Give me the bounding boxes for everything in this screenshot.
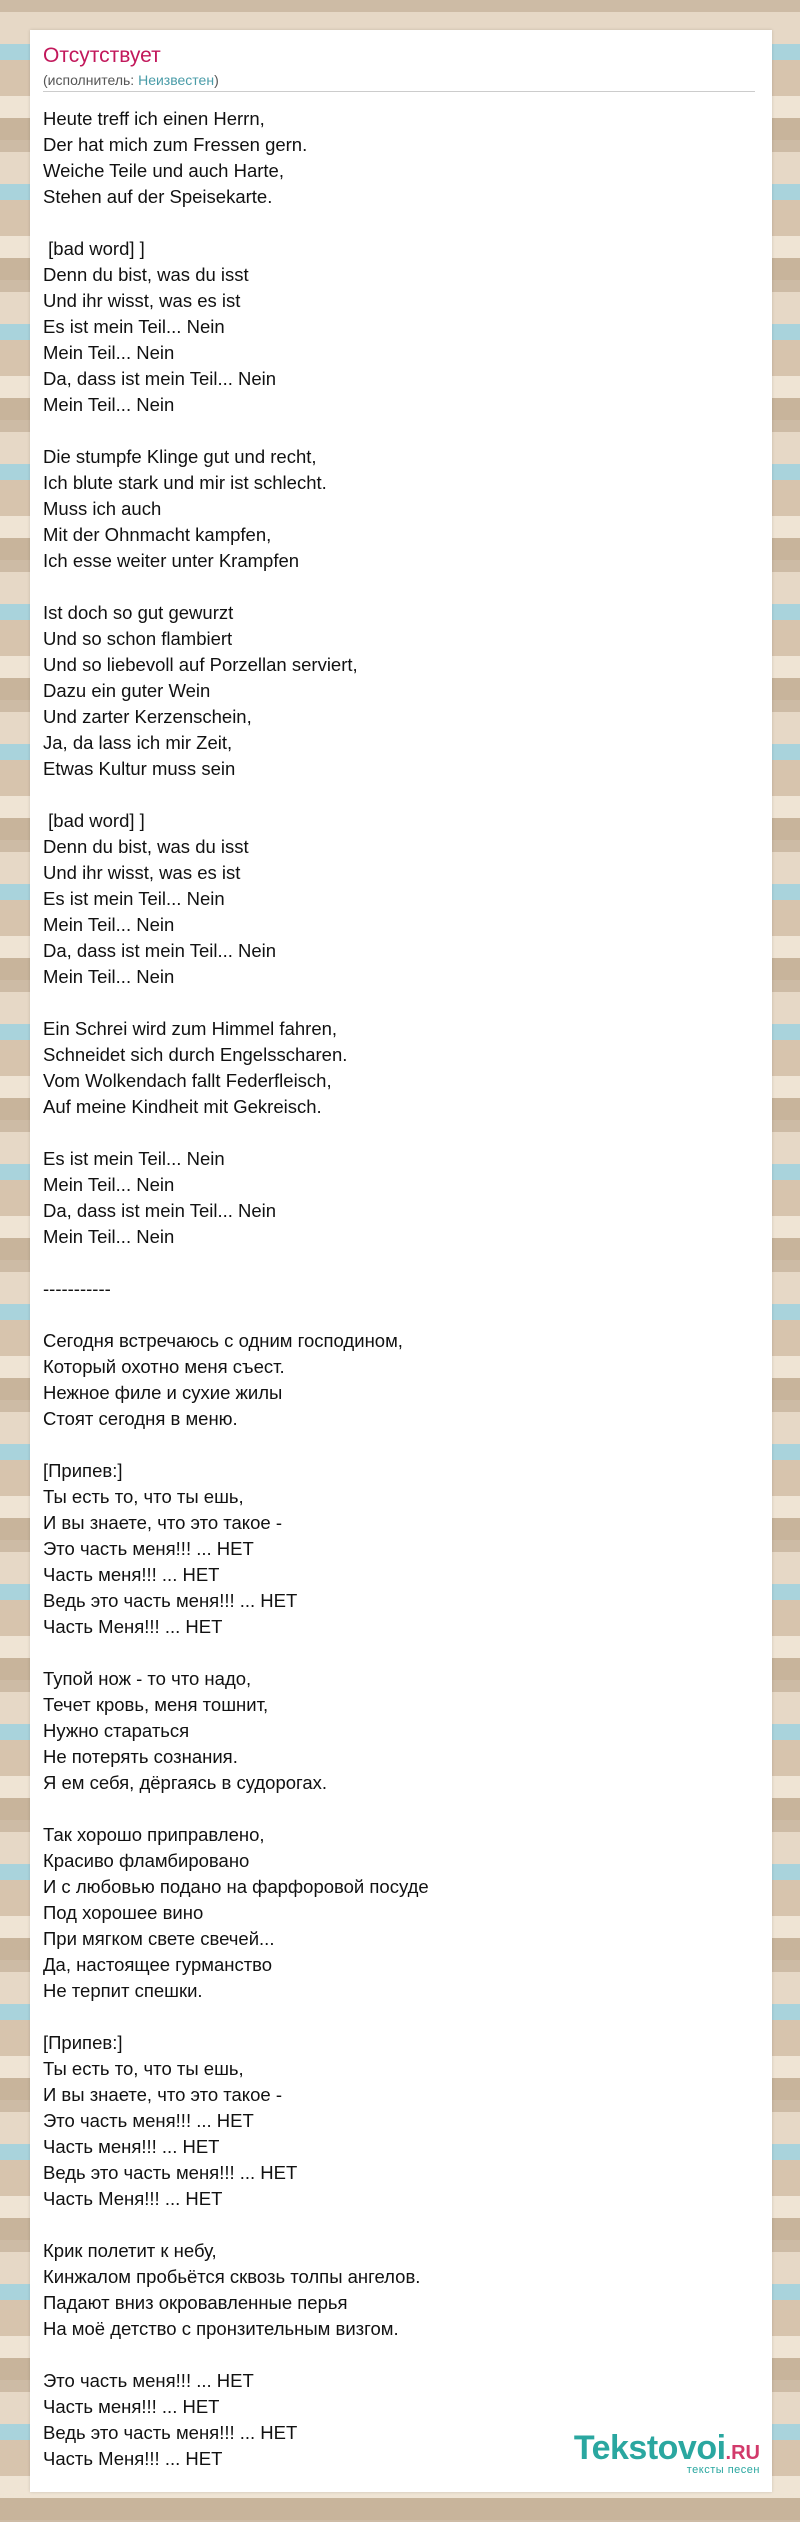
artist-suffix: ) <box>214 72 219 88</box>
logo-main-text: Tekstovoi <box>573 2429 726 2467</box>
site-logo[interactable] <box>574 2429 760 2476</box>
lyrics-text: Heute treff ich einen Herrn, Der hat mich zum Fressen gern. Weiche Teile und auch Harte, Stehen auf der Speisekarte. [bad word] ] Denn du bist, was du isst Und ihr wisst, was es ist Es ist mein Teil... Nein Mein Teil... Nein Da, dass ist mein Teil... Nein Mein Teil... Nein Die stumpfe Klinge gut und recht, Ich blute stark und mir ist schlecht. Muss ich auch Mit der Ohnmacht kampfen, Ich esse weiter unter Krampfen Ist doch so gut gewurzt Und so schon flambiert Und so liebevoll auf Porzellan serviert, Dazu ein guter Wein Und zarter Kerzenschein, Ja, da lass ich mir Zeit, Etwas Kultur muss sein [bad word] ] Denn du bist, was du isst Und ihr wisst, was es ist Es ist mein Teil... Nein Mein Teil... Nein Da, dass ist mein Teil... Nein Mein Teil... Nein Ein Schrei wird zum Himmel fahren, Schneidet sich durch Engelsscharen. Vom Wolkendach fallt Federfleisch, Auf meine Kindheit mit Gekreisch. Es ist mein Teil... Nein Mein Teil... Nein Da, dass ist mein Teil... Nein Mein Teil... Nein ----------- Сегодня встречаюсь с одним господином, Который охотно меня съест. Нежное филе и сухие жилы Стоят сегодня в меню. [Припев:] Ты есть то, что ты ешь, И вы знаете, что это такое - Это часть меня!!! ... НЕТ Часть меня!!! ... НЕТ Ведь это часть меня!!! ... НЕТ Часть Меня!!! ... НЕТ Тупой нож - то что надо, Течет кровь, меня тошнит, Нужно стараться Не потерять сознания. Я ем себя, дёргаясь в судорогах. Так хорошо приправлено, Красиво фламбировано И с любовью подано на фарфоровой посуде Под хорошее вино При мягком свете свечей... Да, настоящее гурманство Не терпит спешки. [Припев:] Ты есть то, что ты ешь, И вы знаете, что это такое - Это часть меня!!! ... НЕТ Часть меня!!! ... НЕТ Ведь это часть меня!!! ... НЕТ Часть Меня!!! ... НЕТ Крик полетит к небу, Кинжалом пробьётся сквозь толпы ангелов. Падают вниз окровавленные перья На моё детство с пронзительным визгом. Это часть меня!!! ... НЕТ Часть меня!!! ... НЕТ Ведь это часть меня!!! ... НЕТ Часть Меня!!! ... НЕТ <box>43 108 429 2469</box>
logo-suffix-text: .RU <box>725 2442 760 2464</box>
artist-prefix: (исполнитель: <box>43 72 139 88</box>
title-divider <box>43 91 755 92</box>
artist-line <box>43 72 219 88</box>
artist-link[interactable]: Неизвестен <box>138 72 215 88</box>
song-title: Отсутствует <box>43 44 161 67</box>
logo-tagline: тексты песен <box>686 2464 760 2476</box>
lyrics-card <box>30 30 772 2492</box>
